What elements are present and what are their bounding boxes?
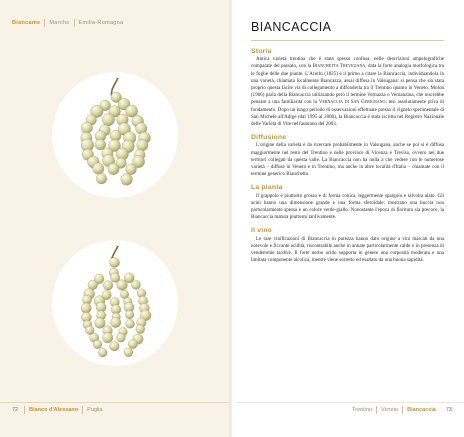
section-text-vino: Le rare vinificazioni di Biancaccia in purezza hanno dato origine a vini marcati da una notevole e ficcante acidità, riscontrabile anche in annate particolarmente calde o in presenza di vendemmie tardive. Il forte nerbo acido supporta in genere una corposità moderata e una limitata componente alcolica, mentre viene sorretto ed esaltato da una buona sapidità.	[251, 235, 444, 264]
grape-berry	[103, 281, 113, 291]
footer-item-region[interactable]: Puglia	[82, 406, 106, 414]
header-breadcrumb	[12, 19, 127, 27]
grape-berry	[95, 318, 106, 329]
grape-berry	[109, 257, 119, 267]
section-text-storia	[251, 56, 444, 128]
grape-berry	[117, 280, 128, 291]
grape-bunch-icon	[52, 240, 178, 366]
section-text-diffusione: L'origine della varietà è da ricercare probabilmente in Valsugana, anche se poi si è diffusa maggiormente nel resto del Trentino e nelle province di Vicenza e Treviso, ovvero nei due territori collegati da questa valle. La Biancaccia non ha nulla a che vedere con le numerose varietà – diffuse in Veneto e in Trentino, ma anche in altre località d'Italia – chiamate con il termine generico Bianchetta.	[251, 142, 444, 178]
section-text-pianta: Il grappolo è piuttosto grosso e di forma conica, leggermente spargolo e talvolta alato. Gli acini hanno una dimensione grande e una forma sferoidale; mostrano una buccia non particolarmente spessa e un colore verde-giallo. Nonostante l'epoca di fioritura sia precoce, la Biancaccia matura piuttosto tardivamente.	[251, 192, 444, 221]
section-heading-storia: Storia	[251, 48, 272, 55]
grape-bunch-illustration	[52, 72, 178, 198]
grape-berry	[95, 139, 106, 150]
crumb-region-2[interactable]: Emilia-Romagna	[78, 20, 124, 26]
grape-berry	[96, 173, 107, 184]
crumb-region-1[interactable]: Marche	[45, 19, 74, 27]
text-run: : tesi assolutamente priva di fondamento. Dopo un lungo periodo di osservazioni effettuate presso il vigneto sperimentale di San Michele all'Adige (dal 1995 al 2000), la Biancaccia è stata iscritta nel Registro Nazionale delle Varietà di Vite nell'autunno del 2003.	[251, 99, 444, 128]
grape-berry	[131, 280, 140, 289]
grape-berry	[81, 122, 92, 133]
section-heading-pianta: La pianta	[251, 184, 283, 192]
page-number: 72	[12, 407, 19, 413]
footer-item-variety[interactable]: Biancaccia	[407, 407, 436, 413]
grape-berry	[110, 317, 120, 327]
grape-berry	[110, 341, 120, 351]
text-run: Antica varietà trentina che è stata spesso confusa, nelle descrizioni ampelografiche comparate del passato, con la	[251, 56, 444, 70]
page-title: BIANCACCIA	[251, 20, 332, 34]
page-number: 73	[445, 407, 452, 413]
grape-berry	[93, 163, 104, 174]
crumb-variety[interactable]: Biancame	[12, 19, 45, 27]
grape-bunch-illustration	[52, 240, 178, 366]
footer-left	[12, 406, 106, 414]
footer-right	[348, 406, 452, 414]
grape-berry	[108, 163, 119, 174]
footer-divider	[235, 402, 464, 403]
grape-berry	[102, 332, 113, 343]
footer-item-region-2[interactable]: Veneto	[377, 406, 403, 414]
grape-berry	[128, 339, 137, 348]
grape-berry	[98, 348, 107, 357]
grape-berry	[121, 174, 133, 186]
grape-bunch-icon	[52, 72, 178, 198]
grape-berry	[93, 340, 102, 349]
grape-berry	[116, 333, 125, 342]
grape-berry	[136, 325, 145, 334]
grape-berry	[102, 113, 114, 125]
grape-berry	[81, 303, 91, 313]
grape-berry	[125, 310, 134, 319]
text-run-smallcaps: Vernaccia di San Gimignano	[318, 99, 386, 106]
footer-divider	[0, 402, 229, 403]
grape-berry	[124, 348, 133, 357]
section-heading-vino: Il vino	[251, 227, 273, 235]
text-run: , data la forte analogia morfologica tra le foglie delle due piante. L'Acerbi (1825) è il primo a citare la Biancaccia, individuandola in una varietà, chiamata localmente Biancazza, assai diffusa in Valsugana: si pensa che sia stata proprio questa facile via di collegamento a diffonderla tra il Trentino quanto in Veneto. Molon (1906) parla della Biancaccia utilizzando però il termine Vernazza o Vernanzina, che inscrebbe pensare a una familiarità con la	[251, 63, 444, 106]
text-run-smallcaps: Bianchetta Trevigiana	[312, 63, 366, 70]
grape-berry	[137, 140, 148, 151]
footer-item-region-1[interactable]: Trentino	[348, 406, 377, 414]
article-body	[251, 48, 444, 264]
section-heading-diffusione: Diffusione	[251, 134, 287, 142]
title-divider	[251, 40, 444, 41]
grape-berry	[126, 164, 137, 175]
footer-item-variety[interactable]: Bianco d'Alessano	[24, 406, 82, 414]
grape-berry	[126, 319, 135, 328]
